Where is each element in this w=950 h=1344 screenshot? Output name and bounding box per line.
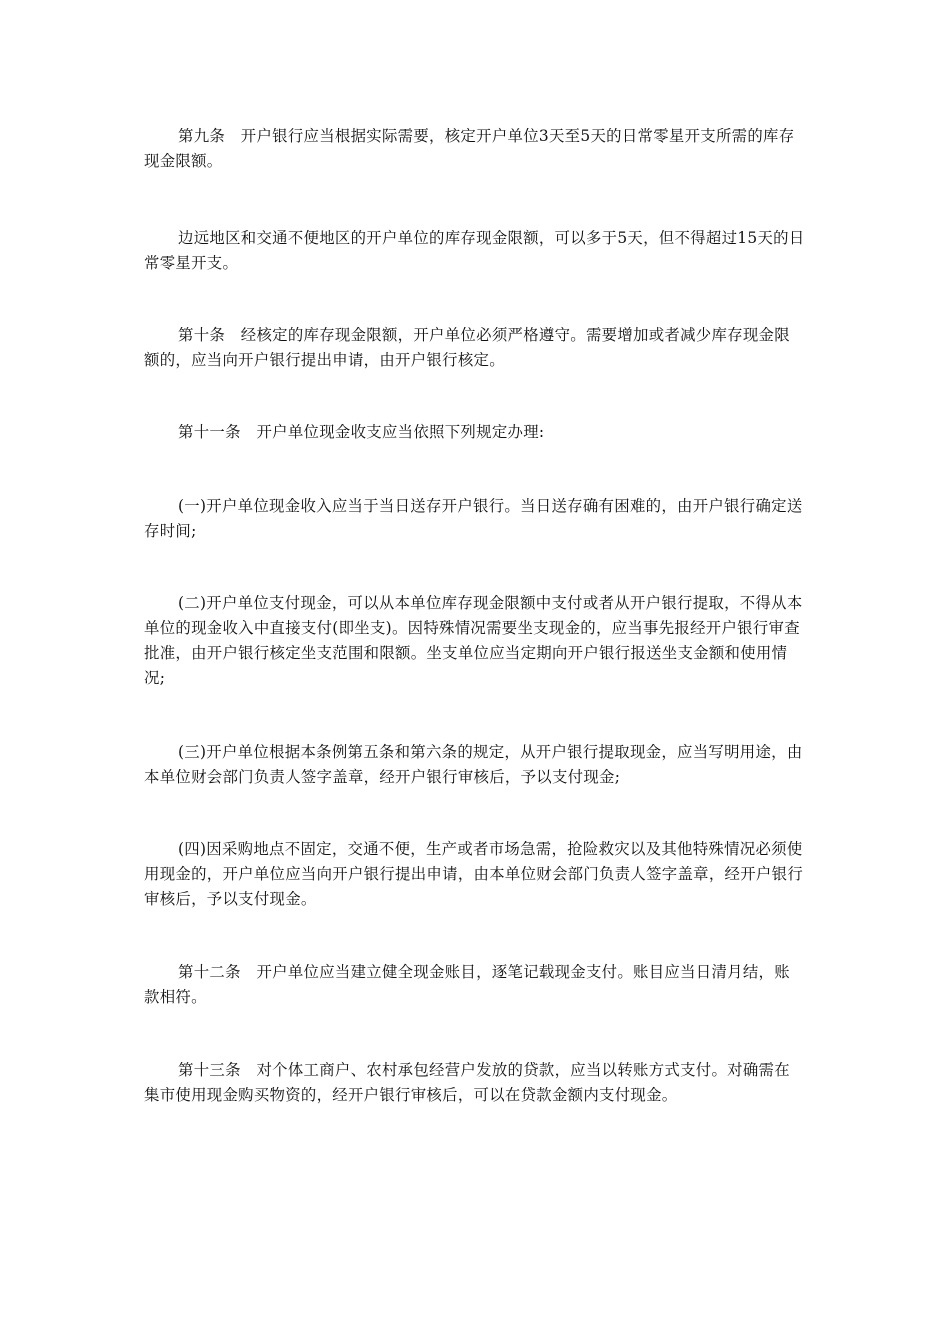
article-12-paragraph: 第十二条 开户单位应当建立健全现金账目，逐笔记载现金支付。账目应当日清月结，账款相符。 <box>144 963 790 1006</box>
article-11-item-3-paragraph: (三)开户单位根据本条例第五条和第六条的规定，从开户银行提取现金，应当写明用途，由本单位财会部门负责人签字盖章，经开户银行审核后，予以支付现金; <box>144 743 803 786</box>
article-11-item-4-paragraph: (四)因采购地点不固定，交通不便，生产或者市场急需，抢险救灾以及其他特殊情况必须使用现金的，开户单位应当向开户银行提出申请，由本单位财会部门负责人签字盖章，经开户银行审核后，予以支付现金。 <box>144 840 804 908</box>
article-10-paragraph: 第十条 经核定的库存现金限额，开户单位必须严格遵守。需要增加或者减少库存现金限额的，应当向开户银行提出申请，由开户银行核定。 <box>144 326 790 369</box>
article-13-paragraph: 第十三条 对个体工商户、农村承包经营户发放的贷款，应当以转账方式支付。对确需在集市使用现金购买物资的，经开户银行审核后，可以在贷款金额内支付现金。 <box>144 1061 790 1104</box>
article-11-paragraph: 第十一条 开户单位现金收支应当依照下列规定办理: <box>178 423 545 441</box>
article-11-item-1-paragraph: (一)开户单位现金收入应当于当日送存开户银行。当日送存确有困难的，由开户银行确定送存时间; <box>144 497 803 540</box>
remote-area-limit-paragraph: 边远地区和交通不便地区的开户单位的库存现金限额，可以多于5天，但不得超过15天的日常零星开支。 <box>144 229 805 272</box>
article-9-paragraph: 第九条 开户银行应当根据实际需要，核定开户单位3天至5天的日常零星开支所需的库存现金限额。 <box>144 127 795 170</box>
article-11-item-2-paragraph: (二)开户单位支付现金，可以从本单位库存现金限额中支付或者从开户银行提取，不得从本单位的现金收入中直接支付(即坐支)。因特殊情况需要坐支现金的，应当事先报经开户银行审查批准，由开户银行核定坐支范围和限额。坐支单位应当定期向开户银行报送坐支金额和使用情况; <box>144 594 803 687</box>
